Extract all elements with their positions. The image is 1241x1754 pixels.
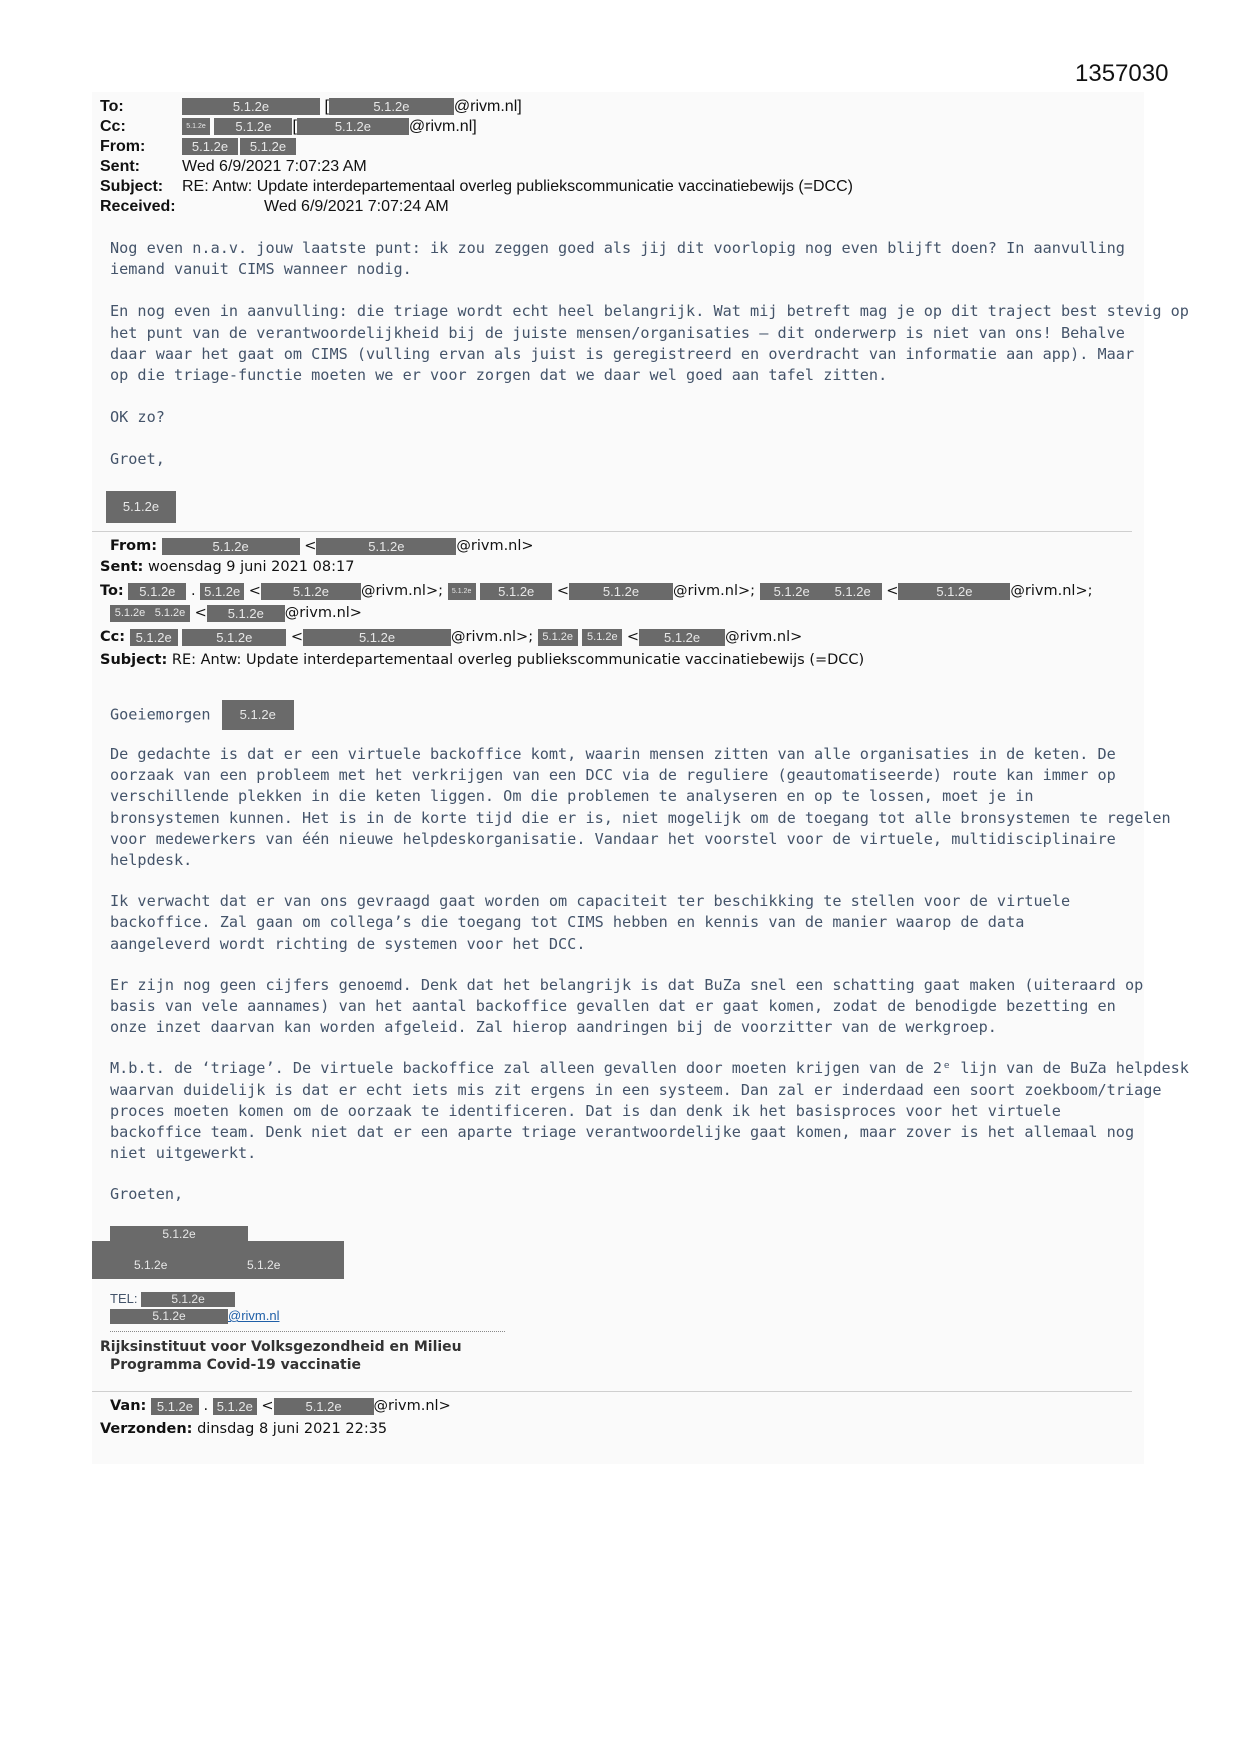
- subject-label: Subject:: [100, 178, 164, 195]
- message2-greeting: Goeiemorgen 5.1.2e: [110, 700, 1140, 730]
- closing: Groeten,: [110, 1185, 184, 1204]
- email-domain: @rivm.nl]: [453, 98, 522, 115]
- redaction-block: 5.1.2e: [182, 138, 238, 155]
- paragraph: De gedachte is dat er een virtuele backoffice komt, waarin mensen zitten van alle organisaties in de keten. De oorzaak van een probleem met het verkrijgen van een DCC via de reguliere (geautomatiseerde) route kan immer op verschillende plekken in die keten liggen. Om die problemen te analyseren en op te lossen, moet je in bronsystemen kunnen. Het is in de korte tijd die er is, niet mogelijk om de toegang tot alle bronsystemen te regelen voor medewerkers van één nieuwe helpdeskorganisatie. Vandaar het voorstel voor de virtuele, multidisciplinaire helpdesk.: [110, 745, 1171, 870]
- redaction-block: 5.1.2e: [240, 138, 296, 155]
- paragraph: OK zo?: [110, 408, 165, 427]
- paragraph: En nog even in aanvulling: die triage wordt echt heel belangrijk. Wat mij betreft mag je op dit traject best stevig op het punt van de verantwoordelijkheid bij de juiste mensen/organisaties – dit onderwerp is niet van ons! Behalve daar waar het gaat om CIMS (vulling ervan als juist is geregistreerd en overdracht van informatie aan app). Maar op die triage-functie moeten we er voor zorgen dat we daar wel goed aan tafel zitten.: [110, 302, 1189, 385]
- received-value: Wed 6/9/2021 7:07:24 AM: [264, 198, 449, 215]
- cc-label: Cc:: [100, 118, 126, 135]
- sent-value: Wed 6/9/2021 7:07:23 AM: [182, 158, 367, 175]
- quoted2-van-row: Van: 5.1.2e . 5.1.2e < 5.1.2e @rivm.nl>: [110, 1398, 451, 1414]
- header-sent-row: [100, 157, 367, 177]
- quoted-to-row-cont: 5.1.2e 5.1.2e < 5.1.2e @rivm.nl>: [110, 603, 362, 624]
- redaction-block: 5.1.2e: [182, 98, 320, 115]
- document-number: 1357030: [1075, 60, 1169, 87]
- paragraph: M.b.t. de ‘triage’. De virtuele backoffice zal alleen gevallen door moeten krijgen van de 2ᵉ lijn van de BuZa helpdesk waarvan duidelijk is dat er echt iets mis zit ergens in een systeem. Dan zal er inderdaad een soort zoekboom/triage proces moeten komen om de oorzaak te identificeren. Dat is dan denk ik het basisproces voor het virtuele backoffice team. Denk niet dat er een aparte triage verantwoordelijke gaat komen, maar zover is het allemaal nog niet uitgewerkt.: [110, 1059, 1189, 1163]
- email-domain: @rivm.nl]: [408, 118, 477, 135]
- to-label: To:: [100, 98, 124, 115]
- header-from-row: [100, 137, 296, 157]
- quoted-subject-row: Subject: RE: Antw: Update interdepartementaal overleg publiekscommunicatie vaccinatiebewijs (=DCC): [100, 652, 865, 668]
- received-label: Received:: [100, 198, 176, 215]
- signature-title-redacted: 5.1.2e 5.1.2e: [92, 1241, 344, 1279]
- signature-org-line2: Programma Covid-19 vaccinatie: [110, 1357, 362, 1373]
- paragraph: Groet,: [110, 450, 165, 469]
- quoted2-verzonden-row: Verzonden: dinsdag 8 juni 2021 22:35: [100, 1421, 388, 1437]
- email-link[interactable]: @rivm.nl: [228, 1308, 280, 1323]
- sender-signature-redacted: 5.1.2e: [106, 491, 176, 523]
- redaction-block: 5.1.2e: [162, 538, 300, 555]
- quoted-from-row: From: 5.1.2e < 5.1.2e @rivm.nl>: [110, 538, 534, 554]
- message2-body: [110, 744, 1189, 1206]
- redaction-block: 5.1.2e: [316, 538, 456, 555]
- redaction-block: 5.1.2e: [214, 118, 292, 135]
- quoted-to-row: To: 5.1.2e . 5.1.2e < 5.1.2e @rivm.nl>; 5.1.2e 5.1.2e < 5.1.2e @rivm.nl>; 5.1.2e 5.1.2e < 5.1.2e @rivm.nl>;: [100, 583, 1093, 599]
- header-to-row: To: 5.1.2e [ 5.1.2e @rivm.nl]: [100, 98, 522, 115]
- quoted-sent-row: Sent: woensdag 9 juni 2021 08:17: [100, 559, 355, 575]
- separator: [92, 531, 1132, 532]
- separator: [92, 1391, 1132, 1392]
- header-subject-row: [100, 177, 853, 197]
- signature-email[interactable]: 5.1.2e @rivm.nl: [110, 1308, 279, 1324]
- redaction-block: 5.1.2e: [297, 118, 409, 135]
- signature-divider: [110, 1331, 505, 1332]
- signature-org-line1: Rijksinstituut voor Volksgezondheid en Milieu: [100, 1339, 462, 1355]
- header-cc-row: Cc: 5.1.2e 5.1.2e [ 5.1.2e @rivm.nl]: [100, 118, 477, 135]
- header-received-row: [100, 197, 449, 217]
- redaction-block: 5.1.2e: [222, 700, 294, 730]
- from-label: From:: [100, 138, 146, 155]
- paragraph: Ik verwacht dat er van ons gevraagd gaat worden om capaciteit ter beschikking te stellen voor de virtuele backoffice. Zal gaan om collega’s die toegang tot CIMS hebben en kennis van de manier waarop de data aangeleverd wordt richting de systemen voor het DCC.: [110, 892, 1071, 953]
- redaction-block: 5.1.2e: [329, 98, 454, 115]
- paragraph: Nog even n.a.v. jouw laatste punt: ik zou zeggen goed als jij dit voorlopig nog even blijft doen? In aanvulling iemand vanuit CIMS wanneer nodig.: [110, 239, 1125, 279]
- signature-name-redacted: 5.1.2e: [110, 1225, 248, 1243]
- quoted-cc-row: Cc: 5.1.2e 5.1.2e < 5.1.2e @rivm.nl>; 5.1.2e 5.1.2e < 5.1.2e @rivm.nl>: [100, 629, 803, 645]
- sent-label: Sent:: [100, 158, 140, 175]
- message1-body: [110, 238, 1189, 471]
- paragraph: Er zijn nog geen cijfers genoemd. Denk dat het belangrijk is dat BuZa snel een schatting gaat maken (uiteraard op basis van vele aannames) van het aantal backoffice gevallen dat er gaat komen, zodat de benodigde bezetting en onze inzet daarvan kan worden afgeleid. Zal hierop aandringen bij de voorzitter van de werkgroep.: [110, 975, 1144, 1037]
- subject-value: RE: Antw: Update interdepartementaal overleg publiekscommunicatie vaccinatiebewijs (=DCC): [182, 178, 853, 195]
- redaction-block: 5.1.2e: [182, 118, 210, 135]
- signature-tel: TEL: 5.1.2e: [110, 1291, 235, 1307]
